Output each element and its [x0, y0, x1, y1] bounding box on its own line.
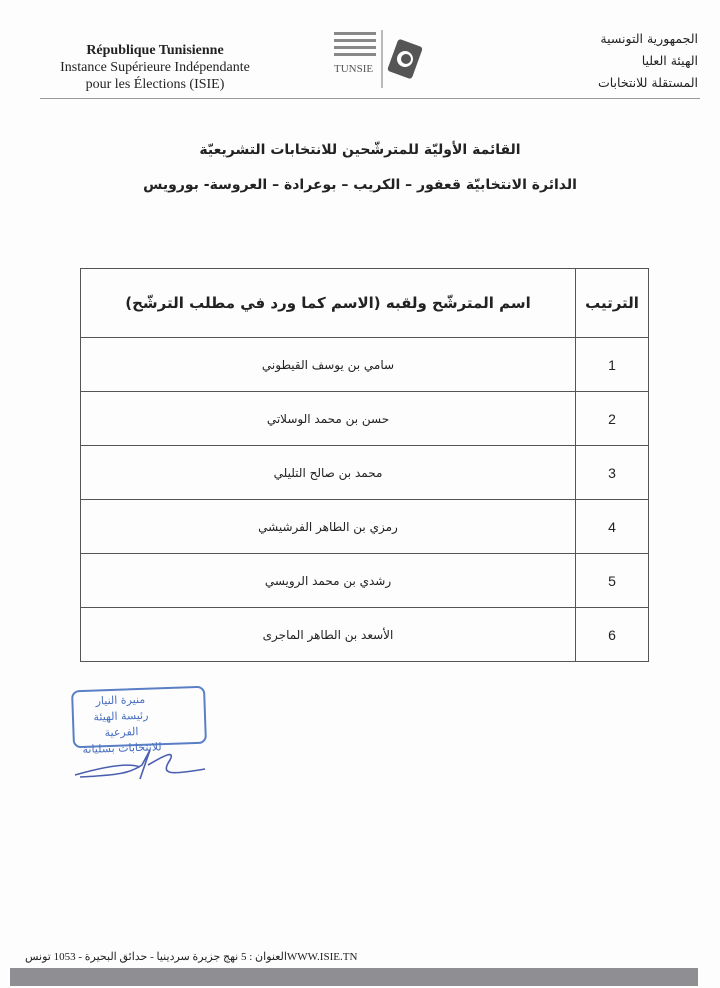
footer-bar	[10, 968, 698, 986]
header-arabic	[598, 28, 698, 94]
rank-cell: 1	[576, 338, 649, 392]
table-row	[81, 554, 649, 608]
rank-cell: 6	[576, 608, 649, 662]
header-fr-line: Instance Supérieure Indépendante	[60, 60, 250, 75]
rank-cell: 3	[576, 446, 649, 500]
table-row	[81, 608, 649, 662]
name-cell: حسن بن محمد الوسلاتي	[81, 392, 576, 446]
candidates-table	[80, 268, 649, 662]
name-cell: الأسعد بن الطاهر الماجرى	[81, 608, 576, 662]
svg-text:TUNSIE: TUNSIE	[334, 63, 374, 75]
name-cell: رشدي بن محمد الرويسي	[81, 554, 576, 608]
name-cell: محمد بن صالح التليلي	[81, 446, 576, 500]
header-name: اسم المترشّح ولقبه (الاسم كما ورد في مطلب الترشّح)	[81, 269, 576, 338]
table-header-row	[81, 269, 649, 338]
table-row	[81, 446, 649, 500]
table-row	[81, 500, 649, 554]
name-cell: رمزي بن الطاهر الفرشيشي	[81, 500, 576, 554]
header-ar-line: الجمهورية التونسية	[600, 31, 698, 46]
signature	[70, 745, 210, 785]
document-subtitle: الدائرة الانتخابيّة قعفور – الكريب – بوعرادة – العروسة- بورويس	[143, 177, 577, 193]
stamp-line: رئيسة الهيئة الفرعية	[93, 708, 149, 740]
official-stamp	[71, 686, 207, 756]
header-french	[50, 42, 260, 93]
rank-cell: 4	[576, 500, 649, 554]
header-divider	[40, 98, 700, 99]
table-row	[81, 392, 649, 446]
header-ar-line: الهيئة العليا	[641, 53, 698, 68]
document-title: القائمة الأوليّة للمترشّحين للانتخابات التشريعيّة	[199, 142, 521, 158]
table-row	[81, 338, 649, 392]
rank-cell: 2	[576, 392, 649, 446]
header-rank: الترتيب	[576, 269, 649, 338]
header-fr-line: République Tunisienne	[86, 43, 224, 58]
header-ar-line: المستقلة للانتخابات	[597, 75, 698, 90]
rank-cell: 5	[576, 554, 649, 608]
footer-address: العنوان : 5 نهج جزيرة سردينيا - حدائق البحيرة - 1053 تونسWWW.ISIE.TN	[25, 951, 358, 963]
isie-logo	[326, 28, 446, 90]
header-fr-line: pour les Élections (ISIE)	[85, 77, 225, 92]
stamp-line: للانتخابات بسليانة	[82, 740, 162, 756]
name-cell: سامي بن يوسف القيطوني	[81, 338, 576, 392]
stamp-line: منيرة النيار	[95, 692, 146, 708]
